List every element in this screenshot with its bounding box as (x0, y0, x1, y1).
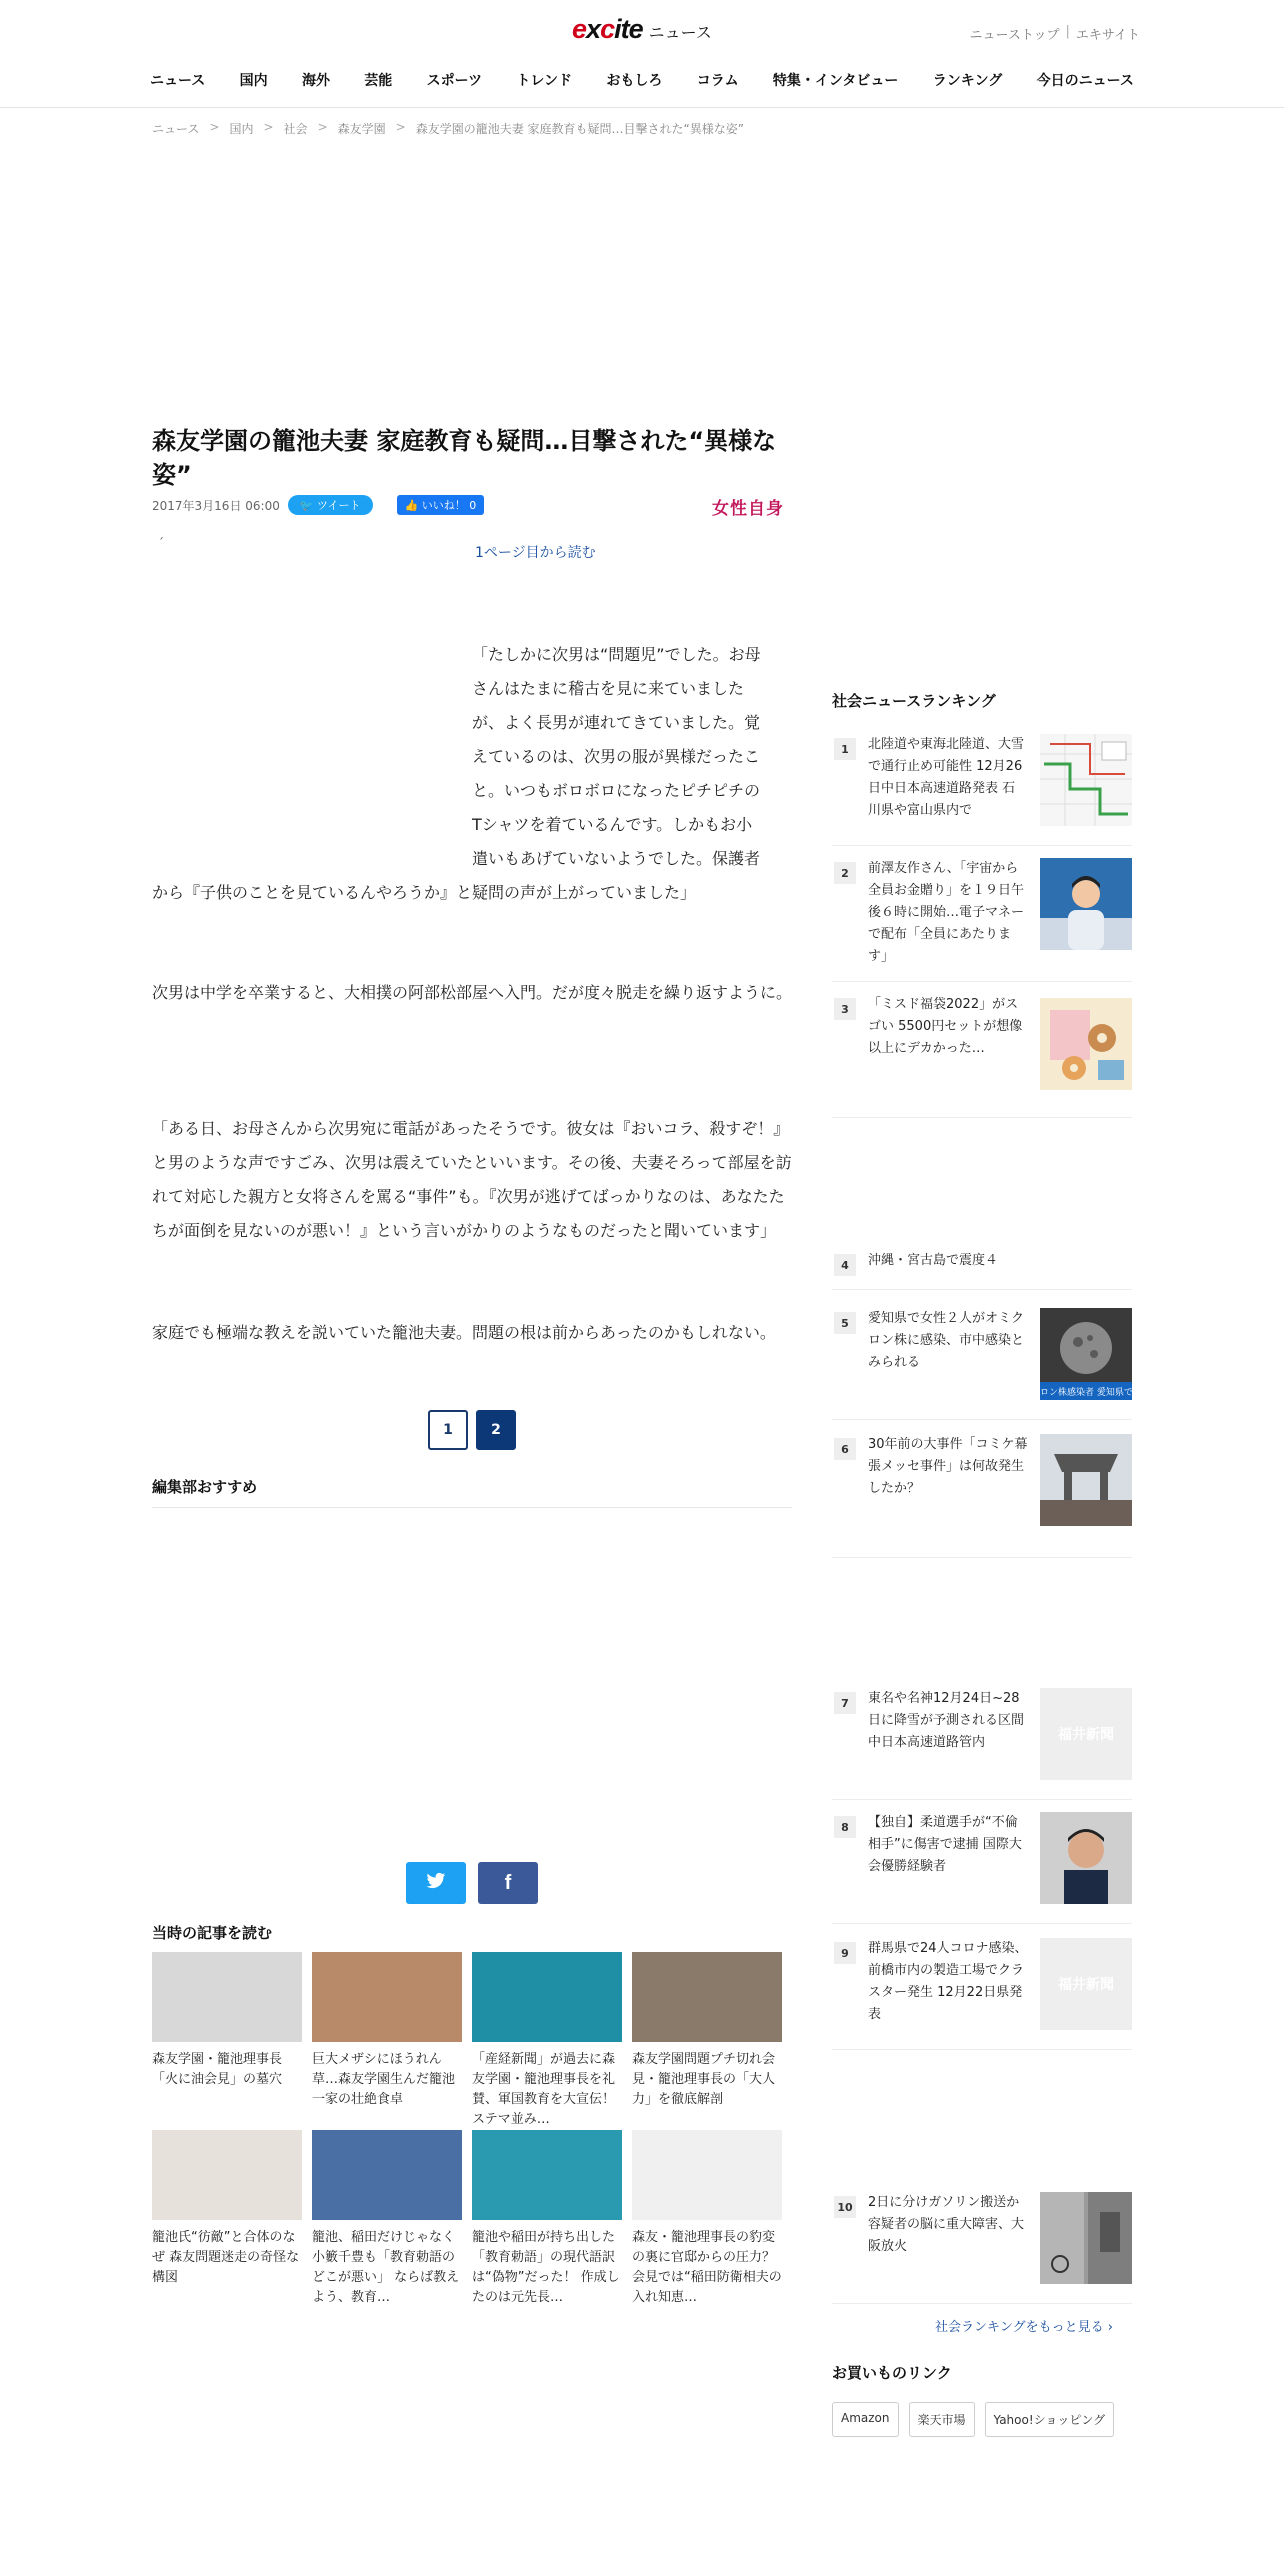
related-article-title: 籠池氏“彷敵”と合体のなぜ 森友問題迷走の奇怪な構図 (152, 2230, 300, 2285)
like-label: いいね！ 0 (421, 499, 477, 512)
ranking-item[interactable] (832, 1308, 1132, 1420)
nav-item-fun[interactable]: おもしろ (606, 73, 663, 89)
breadcrumb-current: 森友学園の籠池夫妻 家庭教育も疑問…目撃された“異様な姿” (415, 122, 744, 136)
nav-item-column[interactable]: コラム (696, 73, 739, 89)
ranking-item[interactable] (832, 2192, 1132, 2304)
related-article-title: 森友・籠池理事長の豹変の裏に官邸からの圧力？ 会見では“稲田防衛相夫の入れ知恵… (632, 2230, 782, 2305)
ranking-title: 群馬県で24人コロナ感染、前橋市内の製造工場でクラスター発生 12月22日県発表 (868, 1941, 1028, 2022)
facebook-icon: f (504, 1871, 512, 1894)
shop-link-amazon[interactable]: Amazon (832, 2402, 899, 2437)
nav-item-today[interactable]: 今日のニュース (1036, 73, 1134, 89)
article-thumbnail (152, 2130, 302, 2220)
logo-subtitle: ニュース (648, 23, 712, 42)
article-thumbnail (312, 1952, 462, 2042)
divider: | (1065, 24, 1070, 39)
thumbs-up-icon: 👍 (404, 499, 422, 512)
article-thumbnail (472, 1952, 622, 2042)
more-ranking-link[interactable] (935, 2316, 1113, 2335)
related-heading: 当時の記事を読む (152, 1924, 273, 1942)
pagination (428, 1410, 516, 1450)
text-line: さんはたまに稽古を見に来ていました (472, 679, 745, 698)
text-line: と。いつもボロボロになったピチピチの (472, 781, 761, 800)
rank-number: 6 (834, 1438, 856, 1460)
virus-photo (1040, 1308, 1132, 1400)
rank-number: 4 (834, 1254, 856, 1276)
share-buttons (406, 1862, 538, 1904)
related-article[interactable] (152, 1952, 302, 2110)
text-line: Tシャツを着ているんです。しかもお小 (472, 815, 753, 834)
shop-link-yahoo[interactable]: Yahoo!ショッピング (985, 2402, 1115, 2437)
ranking-title: 【独自】柔道選手が“不倫相手”に傷害で逮捕 国際大会優勝経験者 (868, 1815, 1022, 1874)
shopping-links (832, 2402, 1114, 2437)
text-line: 「たしかに次男は“問題児”でした。お母 (472, 645, 761, 664)
article-thumbnail (472, 2130, 622, 2220)
breadcrumb (152, 120, 744, 137)
nav-item-domestic[interactable]: 国内 (239, 73, 268, 89)
link-news-top[interactable]: ニューストップ (969, 28, 1060, 43)
related-article-title: 籠池、稲田だけじゃなく小籔千豊も「教育勅語のどこが悪い」 ならば教えよう、教育… (312, 2230, 460, 2305)
shopping-heading: お買いものリンク (832, 2364, 952, 2382)
rank-number: 7 (834, 1692, 856, 1714)
rank-number: 3 (834, 998, 856, 1020)
ranking-item[interactable] (832, 1938, 1132, 2050)
related-article[interactable] (472, 2130, 622, 2305)
twitter-bird-icon (426, 1872, 446, 1895)
ranking-title: 前澤友作さん、「宇宙から全員お金贈り」を１９日午後６時に開始…電子マネーで配布「全員にあたります」 (868, 861, 1025, 964)
related-articles-grid (152, 1952, 792, 2305)
text-line: えているのは、次男の服が異様だったこ (472, 747, 761, 766)
like-button[interactable] (397, 495, 485, 515)
map-thumbnail (1040, 734, 1132, 826)
article-title: 森友学園の籠池夫妻 家庭教育も疑問…目撃された“異様な姿” (152, 427, 777, 489)
ranking-title: 2日に分けガソリン搬送か 容疑者の脳に重大障害、大阪放火 (868, 2195, 1025, 2254)
source-logo[interactable]: 女性自身 (712, 499, 784, 519)
nav-item-sports[interactable]: スポーツ (426, 73, 483, 89)
rank-number: 10 (834, 2196, 856, 2218)
related-article[interactable] (312, 2130, 462, 2305)
ranking-item[interactable] (832, 858, 1132, 982)
top-links (970, 24, 1140, 43)
rank-number: 2 (834, 862, 856, 884)
nav-item-feature[interactable]: 特集・インタビュー (772, 73, 899, 89)
shop-link-rakuten[interactable]: 楽天市場 (909, 2402, 975, 2437)
ranking-item[interactable] (832, 1434, 1132, 1558)
ranking-title: 沖縄・宮古島で震度４ (868, 1253, 999, 1268)
donut-photo (1040, 998, 1132, 1090)
placeholder-thumbnail (1040, 1688, 1132, 1780)
ranking-title: 「ミスド福袋2022」がスゴい 5500円セットが想像以上にデカかった… (868, 997, 1023, 1056)
thumbnail-caption: 福井新聞 (1058, 1977, 1114, 1993)
text-line: が、よく長男が連れてきていました。覚 (472, 713, 761, 732)
related-article[interactable] (152, 2130, 302, 2288)
text-line: から『子供のことを見ているんやろうか』と疑問の声が上がっていました」 (152, 883, 697, 902)
facebook-share-button[interactable] (478, 1862, 538, 1904)
street-photo (1040, 2192, 1132, 2284)
breadcrumb-item[interactable]: 社会 (283, 122, 308, 136)
tweet-button[interactable] (288, 495, 373, 515)
related-article-title: 森友学園問題プチ切れ会見・籠池理事長の「大人力」を徹底解剖 (632, 2052, 776, 2107)
related-article[interactable] (312, 1952, 462, 2110)
text-line: 遣いもあげていないようでした。保護者 (472, 849, 761, 868)
read-first-page-link[interactable]: 1ページ目から読む (475, 545, 596, 561)
building-photo (1040, 1434, 1132, 1526)
chevron-right-icon: > (209, 120, 220, 134)
related-article-title: 籠池や稲田が持ち出した「教育勅語」の現代語訳は“偽物”だった！ 作成したのは元先長… (472, 2230, 620, 2305)
ranking-title: 30年前の大事件「コミケ幕張メッセ事件」は何故発生したか？ (868, 1437, 1028, 1496)
ranking-item[interactable] (832, 734, 1132, 846)
chevron-right-icon: > (317, 120, 328, 134)
rank-number: 1 (834, 738, 856, 760)
link-excite[interactable]: エキサイト (1075, 28, 1140, 43)
ranking-title: 東名や名神12月24日~28日に降雪が予測される区間 中日本高速道路管内 (868, 1691, 1025, 1750)
quote-mark: ´ (158, 536, 164, 550)
article-paragraph: 「ある日、お母さんから次男宛に電話があったそうです。彼女は『おいコラ、殺すぞ！』と男のような声ですごみ、次男は震えていたといいます。その後、夫妻そろって部屋を訪れて対応した親方と女将さんを罵る“事件”も。『次男が逃げてばっかりなのは、あなたたちが面倒を見ないのが悪い！』という言いがかりのようなものだったと聞いています」 (152, 1119, 792, 1240)
ranking-title: 愛知県で女性２人がオミクロン株に感染、市中感染とみられる (868, 1311, 1025, 1370)
article-thumbnail (632, 2130, 782, 2220)
thumbnail-caption: ロン株感染者 愛知県で (1040, 1388, 1133, 1398)
twitter-share-button[interactable] (406, 1862, 466, 1904)
tweet-label: ツイート (317, 499, 361, 512)
related-article[interactable] (632, 2130, 782, 2305)
chevron-right-icon: > (395, 120, 406, 134)
ranking-item[interactable] (832, 1250, 1132, 1290)
related-article[interactable] (472, 1952, 622, 2127)
site-header (0, 0, 1284, 108)
related-article-title: 「産経新聞」が過去に森友学園・籠池理事長を礼賛、軍国教育を大宣伝！ ステマ並み… (472, 2052, 616, 2127)
related-article[interactable] (632, 1952, 782, 2110)
breadcrumb-item[interactable]: ニュース (152, 122, 200, 136)
article-thumbnail (152, 1952, 302, 2042)
thumbnail-caption: 福井新聞 (1058, 1727, 1114, 1743)
more-ranking-label: 社会ランキングをもっと見る (935, 2320, 1104, 2335)
rank-number: 8 (834, 1816, 856, 1838)
article-paragraph: 次男は中学を卒業すると、大相撲の阿部松部屋へ入門。だが度々脱走を繰り返すように。 (152, 983, 793, 1002)
rank-number: 5 (834, 1312, 856, 1334)
ranking-item[interactable] (832, 994, 1132, 1118)
article-thumbnail (312, 2130, 462, 2220)
twitter-icon: 🐦 (299, 499, 318, 512)
ranking-title: 北陸道や東海北陸道、大雪で通行止め可能性 12月26日中日本高速道路発表 石川県や富山県内で (868, 737, 1025, 818)
placeholder-thumbnail (1040, 1938, 1132, 2030)
nav-item-ranking[interactable]: ランキング (932, 73, 1003, 89)
ranking-item[interactable] (832, 1688, 1132, 1800)
rank-number: 9 (834, 1942, 856, 1964)
article-date: 2017年3月16日 06:00 (152, 498, 280, 513)
nav-item-entertainment[interactable]: 芸能 (364, 73, 393, 89)
recommend-heading: 編集部おすすめ (152, 1476, 792, 1508)
excite-logo-icon: excite (572, 14, 643, 44)
astronaut-photo (1040, 858, 1132, 950)
page-1-button[interactable]: 1 (428, 1410, 468, 1450)
breadcrumb-item[interactable]: 国内 (229, 122, 254, 136)
article-paragraph (152, 638, 792, 910)
breadcrumb-item[interactable]: 森友学園 (337, 122, 386, 136)
related-article-title: 巨大メザシにほうれん草…森友学園生んだ籠池一家の壮絶食卓 (312, 2052, 456, 2107)
ranking-heading: 社会ニュースランキング (832, 692, 996, 710)
page-2-button[interactable]: 2 (476, 1410, 516, 1450)
related-article-title: 森友学園・籠池理事長「火に油会見」の墓穴 (152, 2052, 283, 2087)
portrait-photo (1040, 1812, 1132, 1904)
global-nav (150, 70, 1134, 90)
article-paragraph: 家庭でも極端な教えを説いていた籠池夫妻。問題の根は前からあったのかもしれない。 (152, 1323, 776, 1342)
article-thumbnail (632, 1952, 782, 2042)
chevron-right-icon: > (263, 120, 274, 134)
site-logo[interactable] (572, 14, 712, 45)
article-meta (152, 494, 792, 519)
nav-item-world[interactable]: 海外 (301, 73, 330, 89)
nav-item-news[interactable]: ニュース (150, 73, 206, 89)
chevron-right-icon: › (1103, 2320, 1113, 2335)
nav-item-trend[interactable]: トレンド (516, 73, 573, 89)
ranking-item[interactable] (832, 1812, 1132, 1924)
